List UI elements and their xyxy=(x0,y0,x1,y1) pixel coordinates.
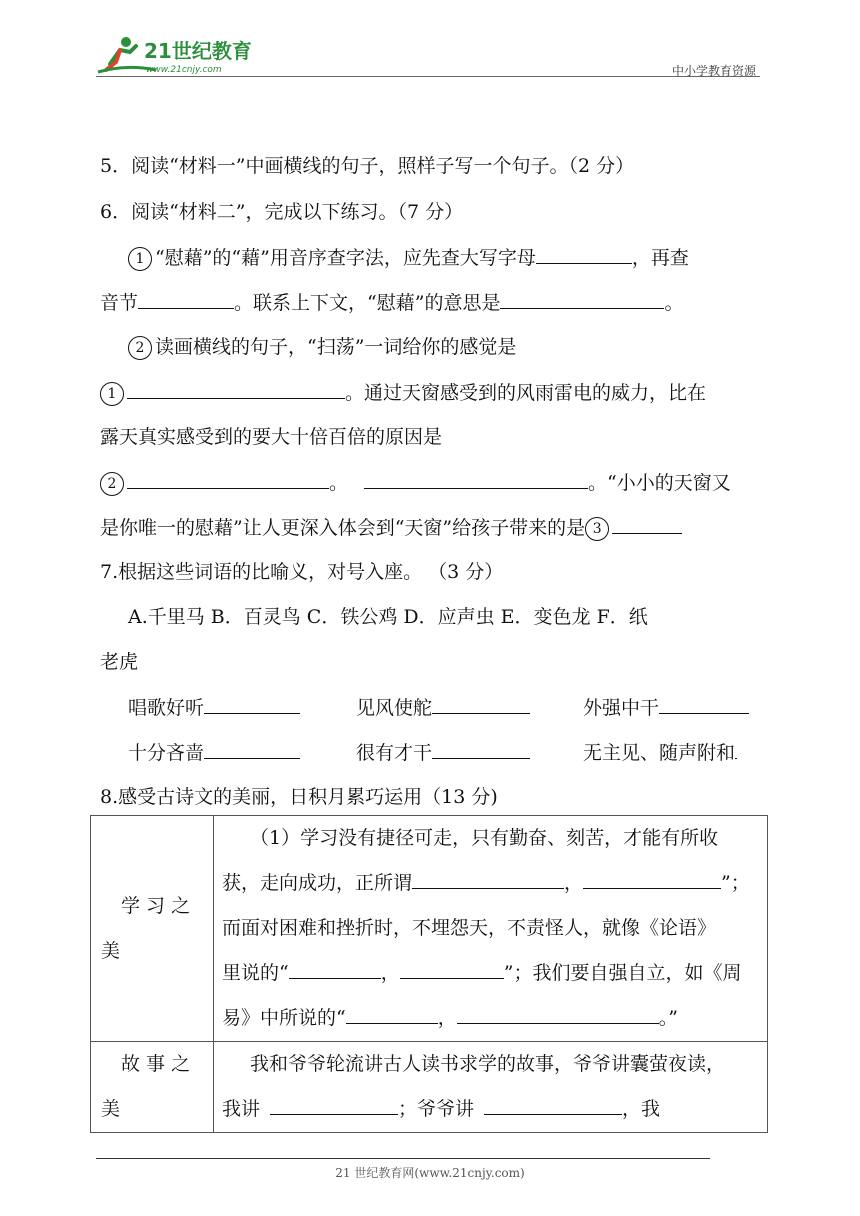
answer-blank[interactable] xyxy=(457,1003,659,1024)
label-line: 美 xyxy=(101,939,121,962)
answer-blank[interactable] xyxy=(400,958,504,979)
text: 获，走向成功，正所谓 xyxy=(222,872,413,894)
table-row xyxy=(91,1042,768,1133)
answer-blank[interactable] xyxy=(500,288,664,309)
header-divider xyxy=(96,76,760,77)
term: 见风使舵 xyxy=(356,697,433,719)
content-line: 而面对困难和挫折时，不埋怨天，不责怪人，就像《论语》 xyxy=(222,917,717,939)
term: 十分吝啬 xyxy=(128,742,205,764)
content-line xyxy=(214,951,767,996)
question-7-row1 xyxy=(128,693,300,722)
circle-number: 3 xyxy=(585,517,609,541)
label-line: 故 事 之 xyxy=(121,1053,191,1075)
answer-blank[interactable] xyxy=(536,243,632,264)
question-7-row2 xyxy=(128,738,300,767)
question-7-row1b xyxy=(356,693,530,722)
header-right-text: 中小学教育资源 xyxy=(671,64,756,78)
question-7-title: 7.根据这些词语的比喻义，对号入座。 （3 分） xyxy=(100,561,504,583)
question-6-sub3 xyxy=(100,513,682,542)
circle-number: 1 xyxy=(128,247,152,271)
footer-text: 21 世纪教育网(www.21cnjy.com) xyxy=(335,1166,525,1180)
text: 易》中所说的“ xyxy=(222,1007,346,1029)
text: ， xyxy=(380,962,400,984)
text: 音节 xyxy=(100,292,139,314)
text: ，我 xyxy=(622,1098,661,1120)
answer-blank[interactable] xyxy=(659,693,749,714)
question-8-title: 8.感受古诗文的美丽，日积月累巧运用（13 分) xyxy=(100,786,498,808)
answer-blank[interactable] xyxy=(432,693,530,714)
answer-blank[interactable] xyxy=(612,513,682,534)
content-line xyxy=(214,996,767,1041)
row-content xyxy=(214,1042,768,1133)
question-6-title: 6．阅读“材料二”，完成以下练习。（7 分） xyxy=(100,201,464,223)
text: 读画横线的句子，“扫荡”一词给你的感觉是 xyxy=(155,336,517,358)
text: ；爷爷讲 xyxy=(398,1098,475,1120)
answer-blank[interactable] xyxy=(127,468,329,489)
question-6-sub2 xyxy=(100,468,731,497)
term: 外强中干 xyxy=(583,697,660,719)
logo-text: 21世纪教育 xyxy=(144,39,252,63)
row-content xyxy=(214,816,768,1042)
text: ”； xyxy=(721,872,750,894)
question-6-part2 xyxy=(128,333,516,361)
term: 唱歌好听 xyxy=(128,697,205,719)
text: 是你唯一的慰藉”让人更深入体会到“天窗”给孩子带来的是 xyxy=(100,517,586,539)
content-line xyxy=(214,1087,767,1132)
question-7-row2b xyxy=(356,738,530,767)
question-6-sub1-cont: 露天真实感受到的要大十倍百倍的原因是 xyxy=(100,426,443,448)
logo-runner-icon xyxy=(96,34,266,76)
answer-blank[interactable] xyxy=(204,693,300,714)
question-7-options: A.千里马 B．百灵鸟 C．铁公鸡 D．应声虫 E．变色龙 F．纸 xyxy=(128,606,648,628)
question-8-table xyxy=(90,815,768,1133)
answer-blank[interactable] xyxy=(289,958,381,979)
term: 很有才干 xyxy=(356,742,433,764)
text: ， xyxy=(564,872,584,894)
answer-blank[interactable] xyxy=(346,1003,438,1024)
text: 。 xyxy=(329,472,349,494)
circle-number: 2 xyxy=(100,472,124,496)
answer-blank[interactable] xyxy=(138,288,234,309)
answer-blank[interactable] xyxy=(204,738,300,759)
text: 。“小小的天窗又 xyxy=(588,472,731,494)
footer-divider xyxy=(96,1158,710,1159)
site-logo xyxy=(96,34,266,76)
text: 。联系上下文，“慰藉”的意思是 xyxy=(234,292,501,314)
text: 。通过天窗感受到的风雨雷电的威力，比在 xyxy=(345,382,707,404)
logo-subtext: www.21cnjy.com xyxy=(146,65,222,75)
table-row xyxy=(91,816,768,1042)
text: 里说的“ xyxy=(222,962,289,984)
answer-blank[interactable] xyxy=(432,738,530,759)
label-line: 学 习 之 xyxy=(121,894,191,917)
answer-blank[interactable] xyxy=(412,868,564,889)
answer-blank[interactable] xyxy=(735,738,737,759)
question-6-part1-cont xyxy=(100,288,683,317)
label-line: 美 xyxy=(101,1098,121,1120)
question-7-row2c xyxy=(583,738,737,767)
content-line: 我和爷爷轮流讲古人读书求学的故事，爷爷讲囊萤夜读， xyxy=(250,1053,726,1075)
row-label xyxy=(91,816,214,1042)
question-6-sub1 xyxy=(100,378,706,407)
question-7-row1c xyxy=(583,693,749,722)
question-6-part1 xyxy=(128,243,689,272)
question-7-options-cont: 老虎 xyxy=(100,651,139,673)
circle-number: 1 xyxy=(100,382,124,406)
text: 我讲 xyxy=(222,1098,261,1120)
text: “慰藉”的“藉”用音序查字法，应先查大写字母 xyxy=(155,247,536,269)
answer-blank[interactable] xyxy=(583,868,721,889)
answer-blank[interactable] xyxy=(270,1094,398,1115)
question-5: 5．阅读“材料一”中画横线的句子，照样子写一个句子。（2 分） xyxy=(100,155,635,177)
answer-blank[interactable] xyxy=(127,378,345,399)
term: 无主见、随声附和 xyxy=(583,742,736,764)
answer-blank[interactable] xyxy=(364,468,588,489)
text: ”；我们要自强自立，如《周 xyxy=(503,962,742,984)
text: ， xyxy=(437,1007,457,1029)
answer-blank[interactable] xyxy=(484,1094,622,1115)
content-line: （1）学习没有捷径可走，只有勤奋、刻苦，才能有所收 xyxy=(250,827,719,849)
text: ，再查 xyxy=(631,247,689,269)
content-line xyxy=(214,861,767,906)
circle-number: 2 xyxy=(128,336,152,360)
text: 。 xyxy=(664,292,684,314)
row-label xyxy=(91,1042,214,1133)
text: 。” xyxy=(658,1007,678,1029)
